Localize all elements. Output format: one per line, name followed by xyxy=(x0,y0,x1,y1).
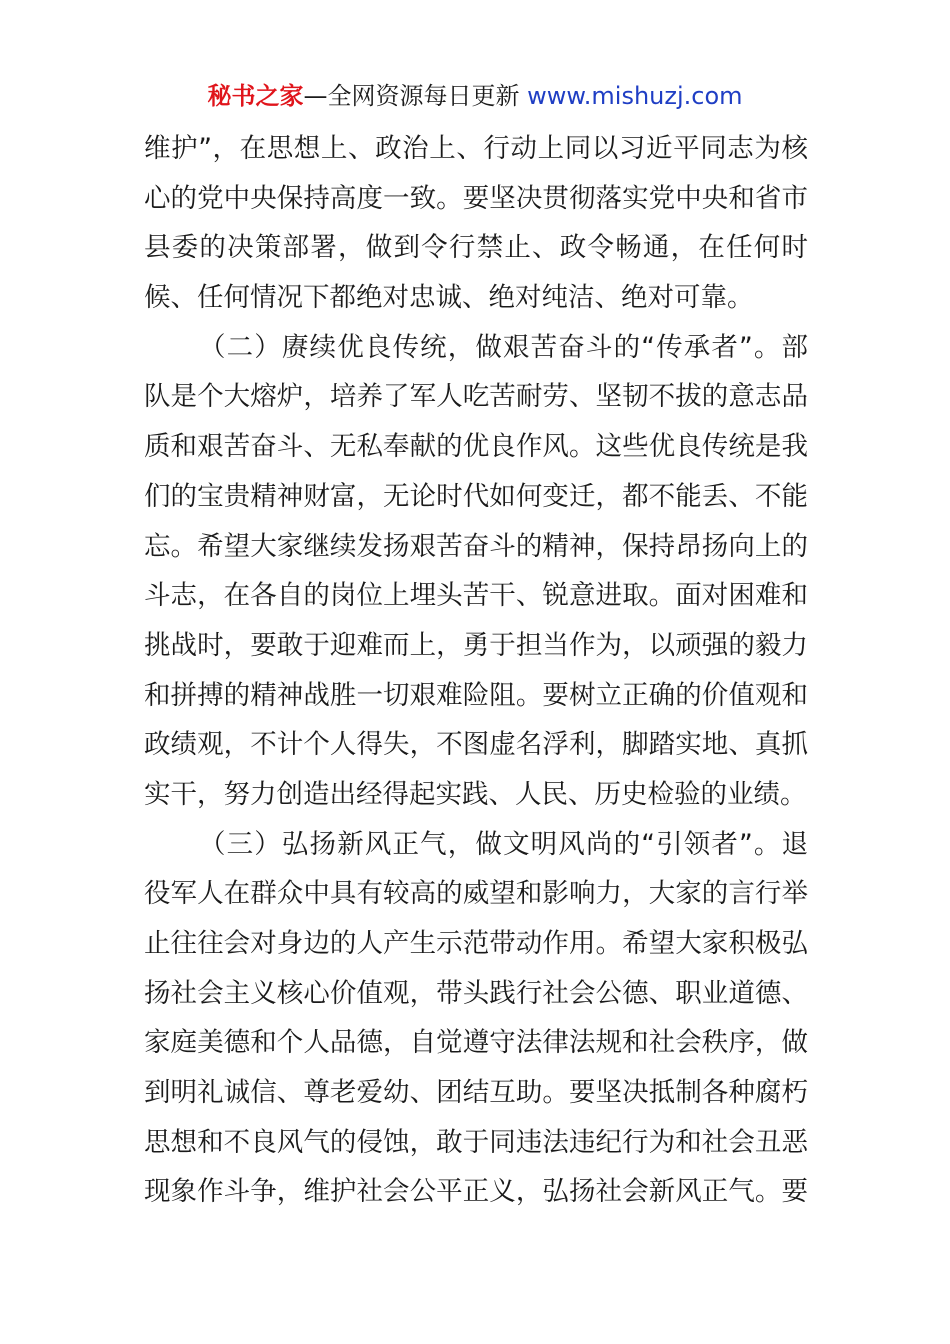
section-heading-line: （三）弘扬新风正气，做文明风尚的“引领者”。退 xyxy=(199,828,808,860)
header-tagline: —全网资源每日更新 xyxy=(303,82,528,110)
text-line: 思想和不良风气的侵蚀，敢于同违法违纪行为和社会丑恶 xyxy=(144,1126,808,1158)
document-body xyxy=(144,124,808,1217)
header-site-link[interactable]: www.mishuzj.com xyxy=(527,82,743,110)
text-line: 政绩观，不计个人得失，不图虚名浮利，脚踏实地、真抓 xyxy=(144,729,808,761)
page-header xyxy=(0,80,950,112)
text-line: 止往往会对身边的人产生示范带动作用。希望大家积极弘 xyxy=(144,928,808,959)
text-line: 质和艰苦奋斗、无私奉献的优良作风。这些优良传统是我 xyxy=(144,431,808,463)
text-line: 扬社会主义核心价值观，带头践行社会公德、职业道德、 xyxy=(144,977,808,1009)
text-line: 候、任何情况下都绝对忠诚、绝对纯洁、绝对可靠。 xyxy=(144,282,754,314)
text-line: 家庭美德和个人品德，自觉遵守法律法规和社会秩序，做 xyxy=(144,1027,808,1059)
text-line: 实干，努力创造出经得起实践、人民、历史检验的业绩。 xyxy=(144,778,807,810)
section-heading-line: （二）赓续优良传统，做艰苦奋斗的“传承者”。部 xyxy=(199,331,808,363)
text-line: 县委的决策部署，做到令行禁止、政令畅通，在任何时 xyxy=(144,232,808,264)
text-line: 挑战时，要敢于迎难而上，勇于担当作为，以顽强的毅力 xyxy=(144,629,808,661)
text-line: 心的党中央保持高度一致。要坚决贯彻落实党中央和省市 xyxy=(144,182,808,214)
text-line: 和拼搏的精神战胜一切艰难险阻。要树立正确的价值观和 xyxy=(144,679,808,711)
text-line: 队是个大熔炉，培养了军人吃苦耐劳、坚韧不拔的意志品 xyxy=(144,381,808,413)
text-line: 现象作斗争，维护社会公平正义，弘扬社会新风正气。要 xyxy=(144,1176,808,1208)
text-line: 役军人在群众中具有较高的威望和影响力，大家的言行举 xyxy=(144,878,808,910)
text-line: 忘。希望大家继续发扬艰苦奋斗的精神，保持昂扬向上的 xyxy=(144,530,808,562)
header-brand: 秘书之家 xyxy=(207,82,304,110)
text-line: 维护”，在思想上、政治上、行动上同以习近平同志为核 xyxy=(144,133,808,164)
text-line: 到明礼诚信、尊老爱幼、团结互助。要坚决抵制各种腐朽 xyxy=(144,1077,808,1109)
text-line: 斗志，在各自的岗位上埋头苦干、锐意进取。面对困难和 xyxy=(144,580,808,612)
text-line: 们的宝贵精神财富，无论时代如何变迁，都不能丢、不能 xyxy=(144,480,808,512)
